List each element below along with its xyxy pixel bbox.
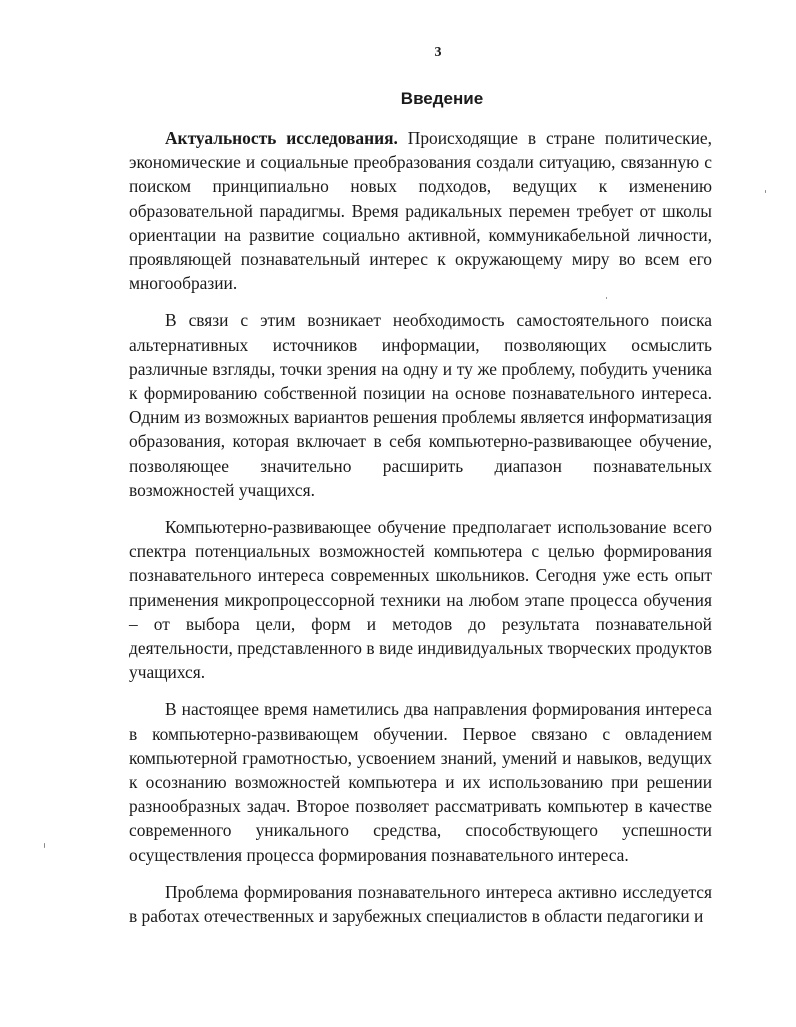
paragraph-1 <box>129 126 712 295</box>
scan-speck <box>606 297 607 299</box>
paragraph-3: Компьютерно-развивающее обучение предполагает использование всего спектра потенциальных возможностей компьютера с целью формирования познавательного интереса современных школьников. Сегодня уже есть опыт применения микропроцессорной техники на любом этапе процесса обучения – от выбора цели, форм и методов до результата познавательной деятельности, представленного в виде индивидуальных творческих продуктов учащихся. <box>129 517 712 683</box>
paragraph-text: Происходящие в стране политические, экономические и социальные преобразования создали ситуацию, связанную с поиском принципиально новых подходов, ведущих к изменению образовательной парадигмы. Время радикальных перемен требует от школы ориентации на развитие социально активной, коммуникабельной личности, проявляющей познавательный интерес к окружающему миру во всем его многообразии. <box>129 128 713 294</box>
scan-speck <box>765 190 766 193</box>
page-number: 3 <box>434 45 442 60</box>
paragraph-2: В связи с этим возникает необходимость самостоятельного поиска альтернативных источников информации, позволяющих осмыслить различные взгляды, точки зрения на одну и ту же проблему, побудить ученика к формированию собственной позиции на основе познавательного интереса. Одним из возможных вариантов решения проблемы является информатизация образования, которая включает в себя компьютерно-развивающее обучение, позволяющее значительно расширить диапазон познавательных возможностей учащихся. <box>129 310 712 500</box>
body-text <box>129 126 712 941</box>
paragraph-lead: Актуальность исследования. <box>165 128 398 148</box>
scan-speck <box>44 843 45 848</box>
paragraph-5: Проблема формирования познавательного интереса активно исследуется в работах отечественных и зарубежных специалистов в области педагогики и <box>129 881 712 927</box>
paragraph-4: В настоящее время наметились два направления формирования интереса в компьютерно-развивающем обучении. Первое связано с овладением компьютерной грамотностью, усвоением знаний, умений и навыков, ведущих к осознанию возможностей компьютера и их использованию при решении разнообразных задач. Второе позволяет рассматривать компьютер в качестве современного уникального средства, способствующего успешности осуществления процесса формирования познавательного интереса. <box>129 699 712 865</box>
section-title: Введение <box>400 89 484 108</box>
